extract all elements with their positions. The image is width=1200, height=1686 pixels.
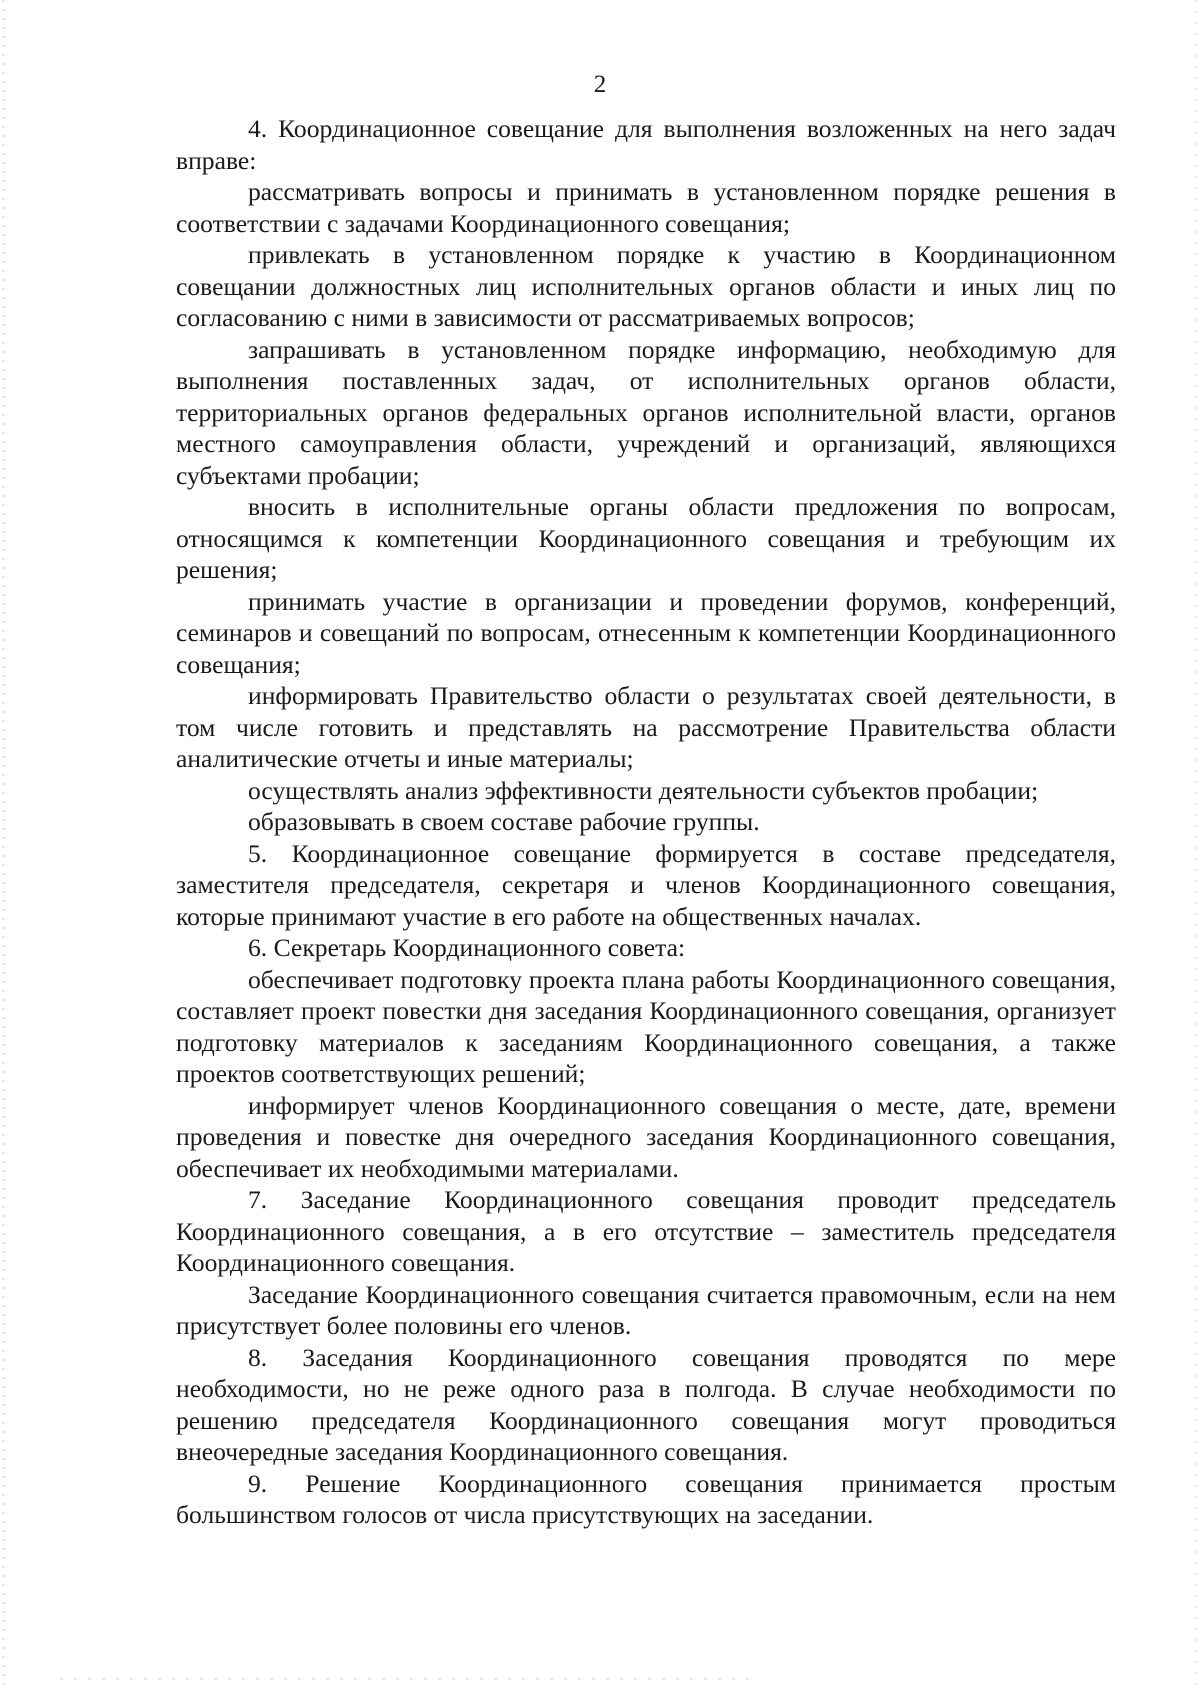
scan-edge-artifact-left [2,0,5,1686]
paragraph-item-4-intro: 4. Координационное совещание для выполнения возложенных на него задач вправе: [176,114,1116,175]
scan-edge-artifact-right [1195,0,1198,1686]
paragraph-request-information: запрашивать в установленном порядке информацию, необходимую для выполнения поставленных задач, от исполнительных органов области, территориальных органов федеральных органов исполнительной власти, органов местного самоуправления области, учреждений и организаций, являющихся субъектами пробации; [176,334,1116,490]
paragraph-participate-events: принимать участие в организации и проведении форумов, конференций, семинаров и совещаний по вопросам, отнесенным к компетенции Координационного совещания; [176,586,1116,679]
paragraph-item-7-meeting-chair: 7. Заседание Координационного совещания проводит председатель Координационного совещания, а в его отсутствие – заместитель председателя Координационного совещания. [176,1185,1116,1277]
paragraph-item-8-meeting-frequency: 8. Заседания Координационного совещания проводятся по мере необходимости, но не реже одного раза в полгода. В случае необходимости по решению председателя Координационного совещания могут проводиться внеочередные заседания Координационного совещания. [176,1342,1116,1466]
paragraph-secretary-informs-members: информирует членов Координационного совещания о месте, дате, времени проведения и повестке дня очередного заседания Координационного совещания, обеспечивает их необходимыми материалами. [176,1090,1116,1183]
paragraph-item-9-decision-rule: 9. Решение Координационного совещания принимается простым большинством голосов от числа присутствующих на заседании. [176,1468,1116,1529]
paragraph-meeting-quorum: Заседание Координационного совещания считается правомочным, если на нем присутствует более половины его членов. [176,1279,1116,1340]
paragraph-secretary-prepares-plan: обеспечивает подготовку проекта плана работы Координационного совещания, составляет проект повестки дня заседания Координационного совещания, организует подготовку материалов к заседаниям Координационного совещания, а также проектов соответствующих решений; [176,964,1116,1088]
scan-edge-artifact-bottom [60,1678,760,1680]
paragraph-form-working-groups: образовывать в своем составе рабочие группы. [248,807,760,836]
paragraph-inform-government: информировать Правительство области о результатах своей деятельности, в том числе готовить и представлять на рассмотрение Правительства области аналитические отчеты и иные материалы; [176,681,1116,773]
paragraph-item-6-secretary: 6. Секретарь Координационного совета: [248,933,686,962]
paragraph-analyze-efficiency: осуществлять анализ эффективности деятельности субъектов пробации; [248,775,1039,805]
document-body [176,113,1116,1531]
paragraph-submit-proposals: вносить в исполнительные органы области предложения по вопросам, относящимся к компетенции Координационного совещания и требующим их решения; [176,492,1116,584]
paragraph-consider-issues: рассматривать вопросы и принимать в установленном порядке решения в соответствии с задачами Координационного совещания; [176,177,1116,238]
paragraph-involve-officials: привлекать в установленном порядке к участию в Координационном совещании должностных лиц исполнительных органов области и иных лиц по согласованию с ними в зависимости от рассматриваемых вопросов; [176,240,1116,332]
paragraph-item-5-composition: 5. Координационное совещание формируется в составе председателя, заместителя председателя, секретаря и членов Координационного совещания, которые принимают участие в его работе на общественных началах. [176,838,1116,931]
page-number: 2 [593,71,607,98]
